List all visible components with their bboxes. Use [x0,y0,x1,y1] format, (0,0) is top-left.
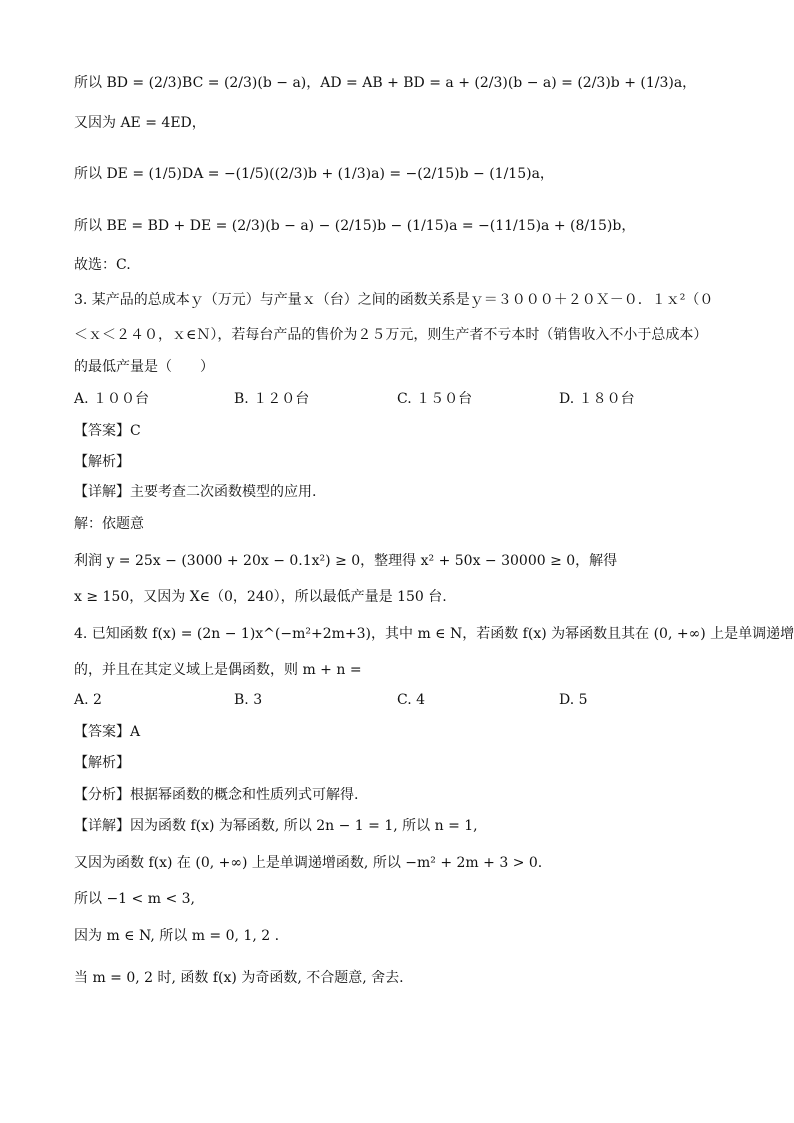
question-3-text-line2: ＜ｘ＜２４０，ｘ∈Ｎ），若每台产品的售价为２５万元，则生产者不亏本时（销售收入不小于总成本） [74,327,708,343]
question-3-answer: 【答案】C [74,423,141,439]
question-3-detail: 【详解】主要考查二次函数模型的应用. [74,484,317,500]
question-4-analysis-heading: 【解析】 [74,755,130,771]
question-4-line-odd: 当 m = 0, 2 时, 函数 f(x) 为奇函数, 不合题意, 舍去. [74,970,404,986]
question-4-line-range: 所以 −1 < m < 3, [74,891,195,907]
question-3-result-line: x ≥ 150，又因为 X∈（0，240），所以最低产量是 150 台. [74,589,447,605]
solution-line-ae-ed: 又因为 AE = 4ED， [74,115,206,131]
question-4-option-c: C. 4 [397,692,426,708]
solution-line-bd-ad: 所以 BD = (2/3)BC = (2/3)(b − a)，AD = AB + BD = a + (2/3)(b − a) = (2/3)b + (1/3)a， [74,75,697,91]
question-3-option-c: C. １５０台 [397,391,473,407]
question-4-option-a: A. 2 [74,692,102,708]
question-4-line-monotonic: 又因为函数 f(x) 在 (0, +∞) 上是单调递增函数, 所以 −m² + 2m + 3 > 0. [74,855,543,871]
solution-line-be: 所以 BE = BD + DE = (2/3)(b − a) − (2/15)b − (1/15)a = −(11/15)a + (8/15)b， [74,218,636,234]
question-3-option-a: A. １００台 [74,391,150,407]
question-3-analysis-heading: 【解析】 [74,454,130,470]
question-4-option-d: D. 5 [559,692,588,708]
question-3-profit-line: 利润 y = 25x − (3000 + 20x − 0.1x²) ≥ 0，整理得 x² + 50x − 30000 ≥ 0，解得 [74,553,618,569]
solution-line-de: 所以 DE = (1/5)DA = −(1/5)((2/3)b + (1/3)a) = −(2/15)b − (1/15)a， [74,166,554,182]
question-4-detail: 【详解】因为函数 f(x) 为幂函数, 所以 2n − 1 = 1, 所以 n = 1, [74,818,478,834]
question-3-option-b: B. １２０台 [234,391,310,407]
question-4-option-b: B. 3 [234,692,263,708]
question-3-option-d: D. １８０台 [559,391,635,407]
question-3-solution-start: 解：依题意 [74,516,144,532]
question-4-analysis: 【分析】根据幂函数的概念和性质列式可解得. [74,787,359,803]
question-4-text-line1: 4. 已知函数 f(x) = (2n − 1)x^(−m²+2m+3)，其中 m ∈ N，若函数 f(x) 为幂函数且其在 (0, +∞) 上是单调递增 [74,626,794,642]
question-4-line-values: 因为 m ∈ N, 所以 m = 0, 1, 2 . [74,928,280,944]
question-4-text-line2: 的，并且在其定义域上是偶函数，则 m + n = [74,662,362,678]
question-3-text-line3: 的最低产量是（ ） [74,359,214,375]
question-3-text-line1: 3. 某产品的总成本ｙ（万元）与产量ｘ（台）之间的函数关系是ｙ＝３０００＋２０Ｘ－０．１ｘ²（０ [74,292,714,308]
question-4-answer: 【答案】A [74,724,141,740]
solution-choice: 故选：C. [74,257,131,273]
